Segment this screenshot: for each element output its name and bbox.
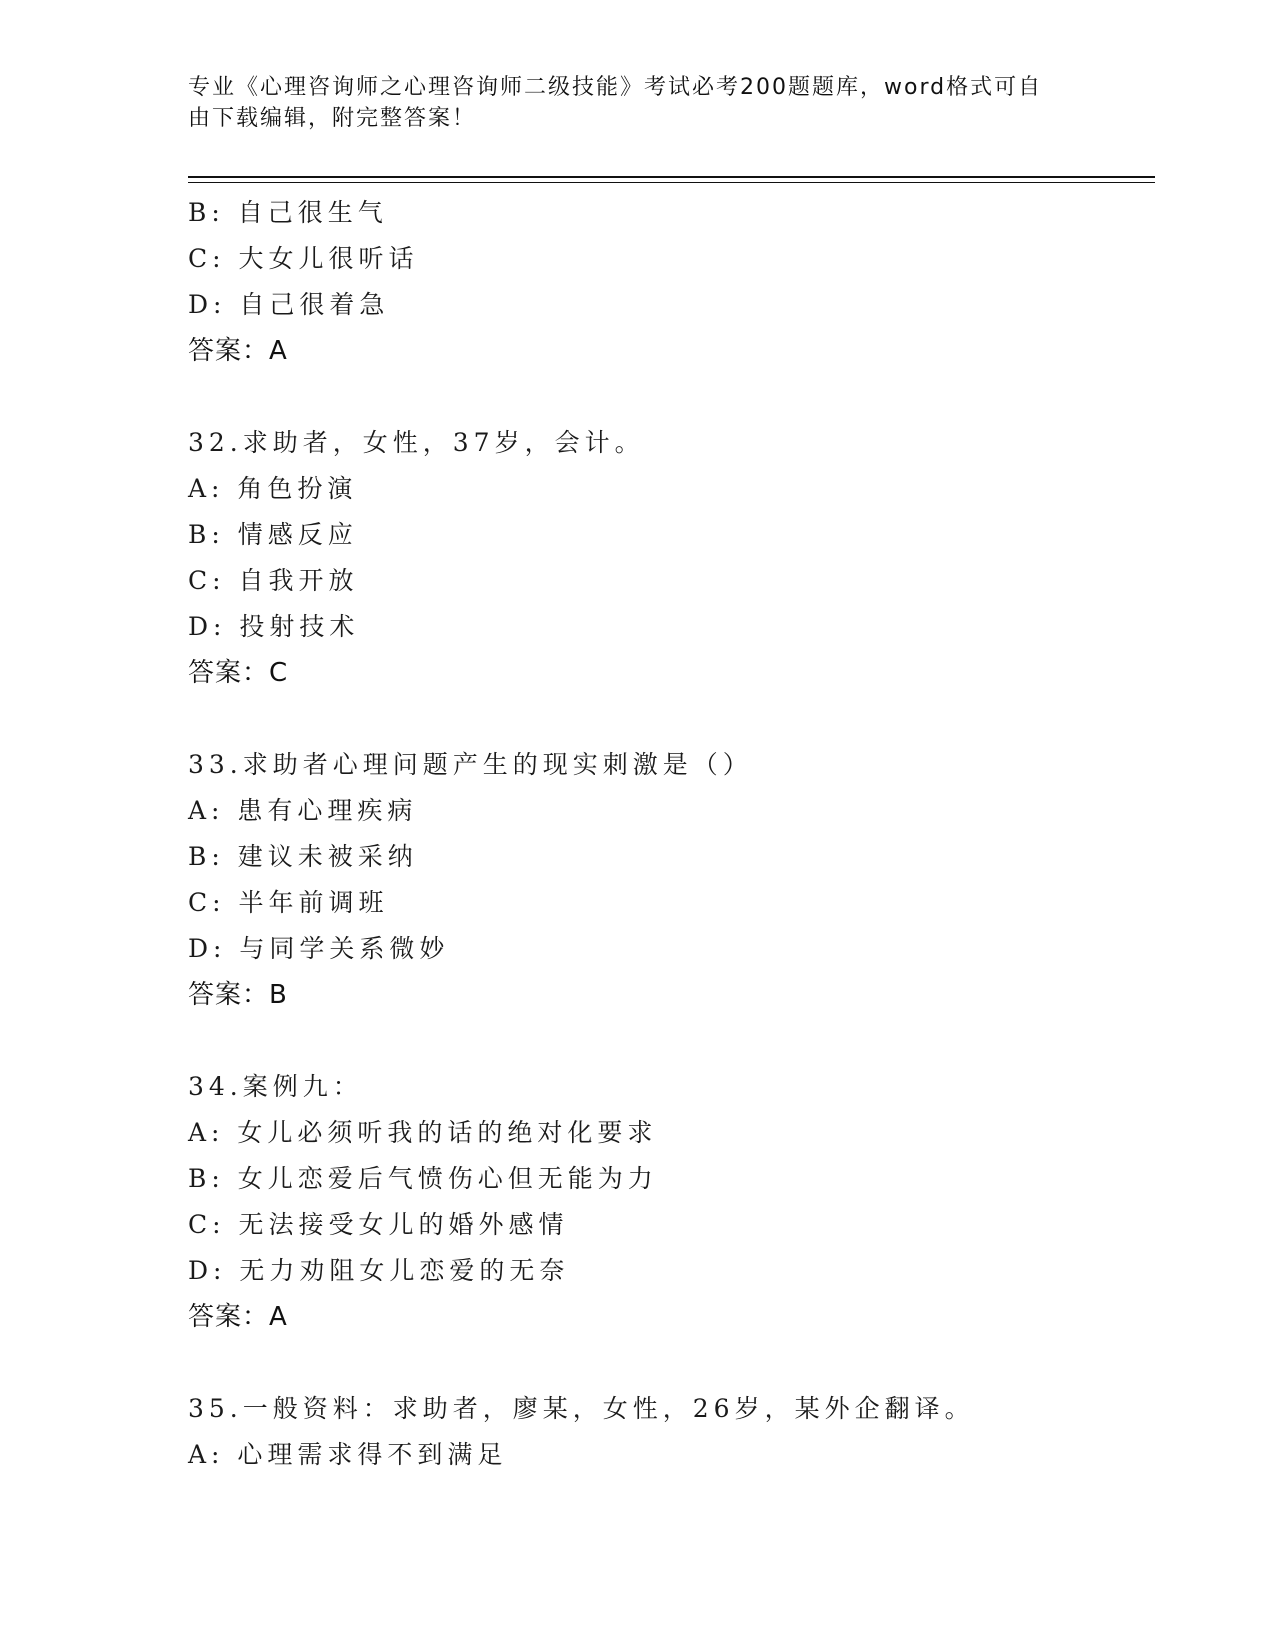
question-stem: 33.求助者心理问题产生的现实刺激是（） [188,750,753,779]
option-b: B: 自己很生气 [188,198,388,227]
document-header [188,72,1068,134]
option-d: D: 与同学关系微妙 [188,934,450,963]
question-stem: 35.一般资料：求助者，廖某，女性，26岁，某外企翻译。 [188,1394,975,1423]
answer-line: 答案：A [188,1302,288,1332]
header-line-2: 由下载编辑，附完整答案！ [188,106,477,131]
question-stem: 34.案例九： [188,1072,363,1101]
option-c: C: 无法接受女儿的婚外感情 [188,1210,569,1239]
option-a: A: 角色扮演 [188,474,358,503]
option-d: D: 投射技术 [188,612,360,641]
question-block-continued [188,190,1148,374]
header-line-1: 专业《心理咨询师之心理咨询师二级技能》考试必考200题题库，word格式可自 [188,75,1043,100]
option-b: B: 建议未被采纳 [188,842,418,871]
answer-line: 答案：C [188,658,289,688]
header-rule-thin [188,182,1155,183]
spacer [188,1340,1148,1386]
option-d: D: 自己很着急 [188,290,390,319]
question-block-34 [188,1064,1148,1340]
option-b: B: 情感反应 [188,520,358,549]
option-d: D: 无力劝阻女儿恋爱的无奈 [188,1256,570,1285]
spacer [188,696,1148,742]
option-a: A: 患有心理疾病 [188,796,418,825]
option-c: C: 半年前调班 [188,888,389,917]
option-c: C: 大女儿很听话 [188,244,419,273]
answer-line: 答案：B [188,980,288,1010]
question-block-35 [188,1386,1148,1478]
option-a: A: 心理需求得不到满足 [188,1440,508,1469]
spacer [188,374,1148,420]
option-a: A: 女儿必须听我的话的绝对化要求 [188,1118,658,1147]
question-block-33 [188,742,1148,1018]
answer-line: 答案：A [188,336,288,366]
question-list [188,190,1148,1478]
header-rule-thick [188,176,1155,178]
spacer [188,1018,1148,1064]
question-block-32 [188,420,1148,696]
question-stem: 32.求助者，女性，37岁，会计。 [188,428,645,457]
option-b: B: 女儿恋爱后气愤伤心但无能为力 [188,1164,658,1193]
option-c: C: 自我开放 [188,566,359,595]
